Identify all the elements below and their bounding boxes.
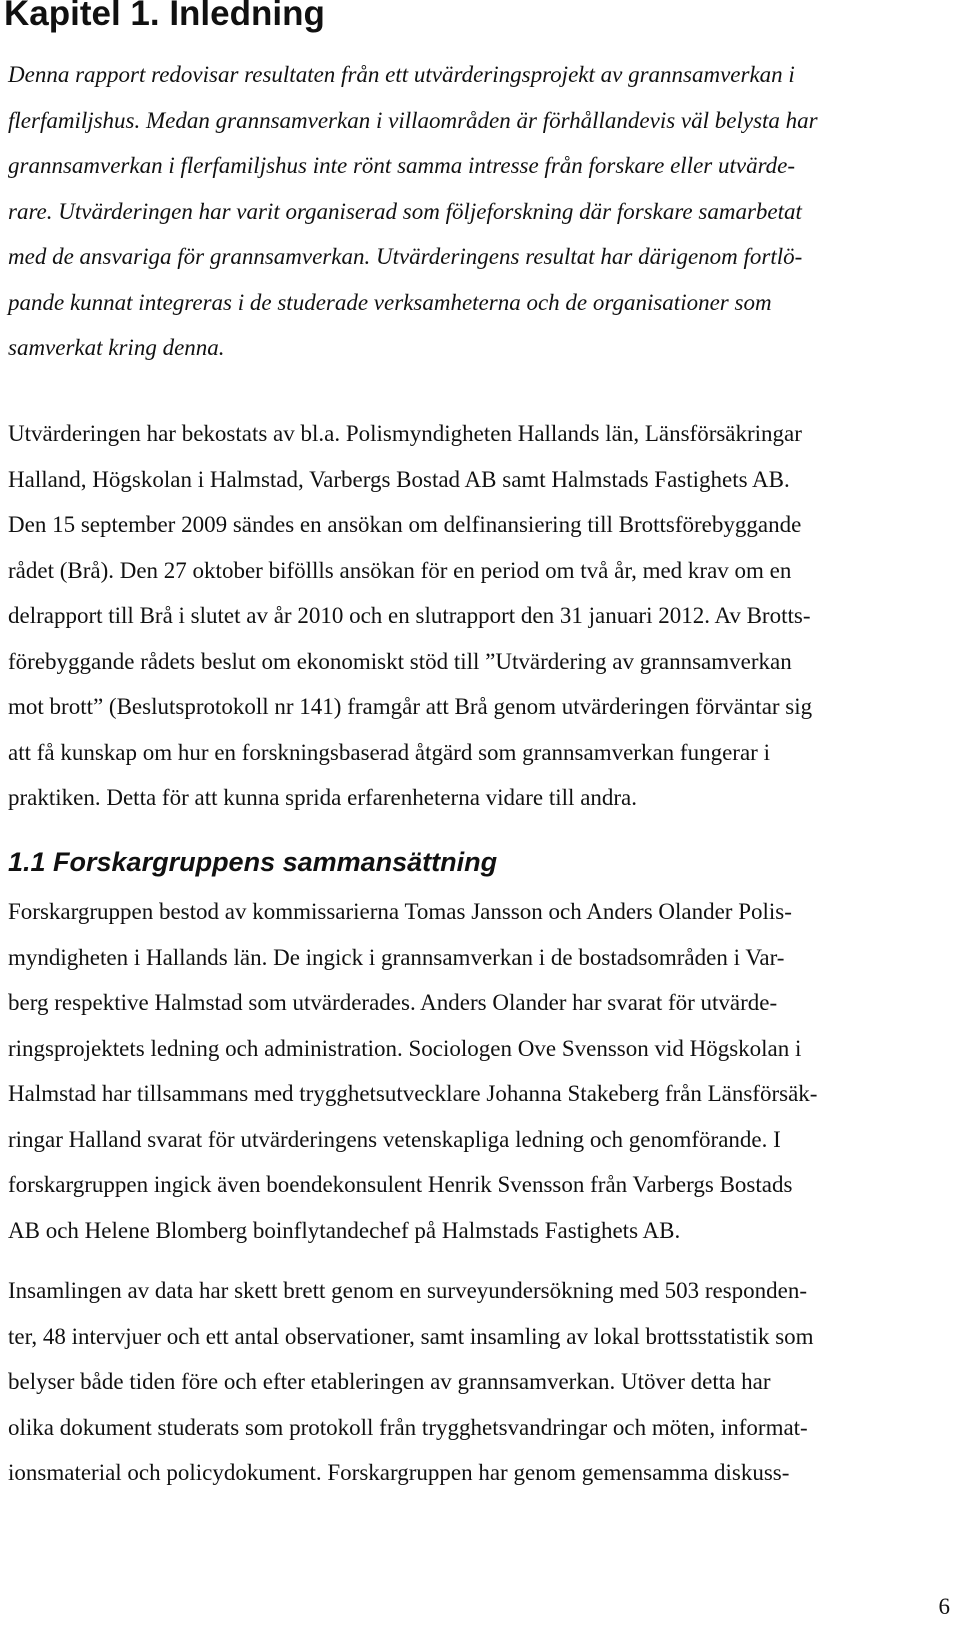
data-collection-line: ter, 48 intervjuer och ett antal observationer, samt insamling av lokal brottsstatistik som bbox=[8, 1323, 814, 1349]
group-line: berg respektive Halmstad som utvärderades. Anders Olander har svarat för utvärde- bbox=[8, 990, 778, 1015]
intro-paragraph bbox=[8, 52, 818, 371]
funding-line: rådet (Brå). Den 27 oktober biföllls ansökan för en period om två år, med krav om en bbox=[8, 557, 792, 583]
funding-line: Utvärderingen har bekostats av bl.a. Polismyndigheten Hallands län, Länsförsäkringar bbox=[8, 421, 802, 446]
data-collection-line: olika dokument studerats som protokoll från trygghetsvandringar och möten, informat- bbox=[8, 1414, 808, 1440]
funding-line: delrapport till Brå i slutet av år 2010 och en slutrapport den 31 januari 2012. Av Brotts- bbox=[8, 603, 811, 628]
funding-line: att få kunskap om hur en forskningsbaserad åtgärd som grannsamverkan fungerar i bbox=[8, 739, 770, 765]
group-line: myndigheten i Hallands län. De ingick i grannsamverkan i de bostadsområden i Var- bbox=[8, 944, 785, 970]
group-line: AB och Helene Blomberg boinflytandechef på Halmstads Fastighets AB. bbox=[8, 1217, 681, 1243]
funding-line: förebyggande rådets beslut om ekonomiskt stöd till ”Utvärdering av grannsamverkan bbox=[8, 648, 792, 674]
funding-line: Halland, Högskolan i Halmstad, Varbergs Bostad AB samt Halmstads Fastighets AB. bbox=[8, 466, 790, 492]
intro-line: Denna rapport redovisar resultaten från ett utvärderingsprojekt av grannsamverkan i bbox=[8, 62, 795, 87]
page-number: 6 bbox=[938, 1594, 950, 1619]
data-collection-line: Insamlingen av data har skett brett genom en surveyundersökning med 503 responden- bbox=[8, 1278, 808, 1303]
intro-line: flerfamiljshus. Medan grannsamverkan i villaområden är förhållandevis väl belysta har bbox=[8, 107, 818, 133]
chapter-title: Kapitel 1. Inledning bbox=[4, 0, 325, 33]
funding-paragraph bbox=[8, 411, 812, 821]
data-collection-line: belyser både tiden före och efter etableringen av grannsamverkan. Utöver detta har bbox=[8, 1369, 771, 1394]
research-group-paragraph bbox=[8, 889, 817, 1253]
intro-line: pande kunnat integreras i de studerade verksamheterna och de organisationer som bbox=[8, 289, 772, 315]
group-line: ringsprojektets ledning och administration. Sociologen Ove Svensson vid Högskolan i bbox=[8, 1035, 802, 1061]
group-line: Forskargruppen bestod av kommissarierna Tomas Jansson och Anders Olander Polis- bbox=[8, 899, 792, 924]
funding-line: praktiken. Detta för att kunna sprida erfarenheterna vidare till andra. bbox=[8, 785, 638, 810]
intro-line: samverkat kring denna. bbox=[8, 335, 225, 360]
funding-line: mot brott” (Beslutsprotokoll nr 141) framgår att Brå genom utvärderingen förväntar sig bbox=[8, 694, 813, 719]
group-line: ringar Halland svarat för utvärderingens vetenskapliga ledning och genomförande. I bbox=[8, 1126, 781, 1152]
intro-line: grannsamverkan i flerfamiljshus inte rönt samma intresse från forskare eller utvärde- bbox=[8, 153, 796, 178]
intro-line: rare. Utvärderingen har varit organiserad som följeforskning där forskare samarbetat bbox=[8, 198, 802, 224]
group-line: forskargruppen ingick även boendekonsulent Henrik Svensson från Varbergs Bostads bbox=[8, 1172, 793, 1197]
intro-line: med de ansvariga för grannsamverkan. Utvärderingens resultat har därigenom fortlö- bbox=[8, 244, 803, 269]
data-collection-line: ionsmaterial och policydokument. Forskargruppen har genom gemensamma diskuss- bbox=[8, 1460, 790, 1485]
section-heading: 1.1 Forskargruppens sammansättning bbox=[8, 847, 498, 877]
funding-line: Den 15 september 2009 sändes en ansökan om delfinansiering till Brottsförebyggande bbox=[8, 512, 802, 537]
data-collection-paragraph bbox=[8, 1268, 814, 1496]
group-line: Halmstad har tillsammans med trygghetsutvecklare Johanna Stakeberg från Länsförsäk- bbox=[8, 1081, 818, 1106]
